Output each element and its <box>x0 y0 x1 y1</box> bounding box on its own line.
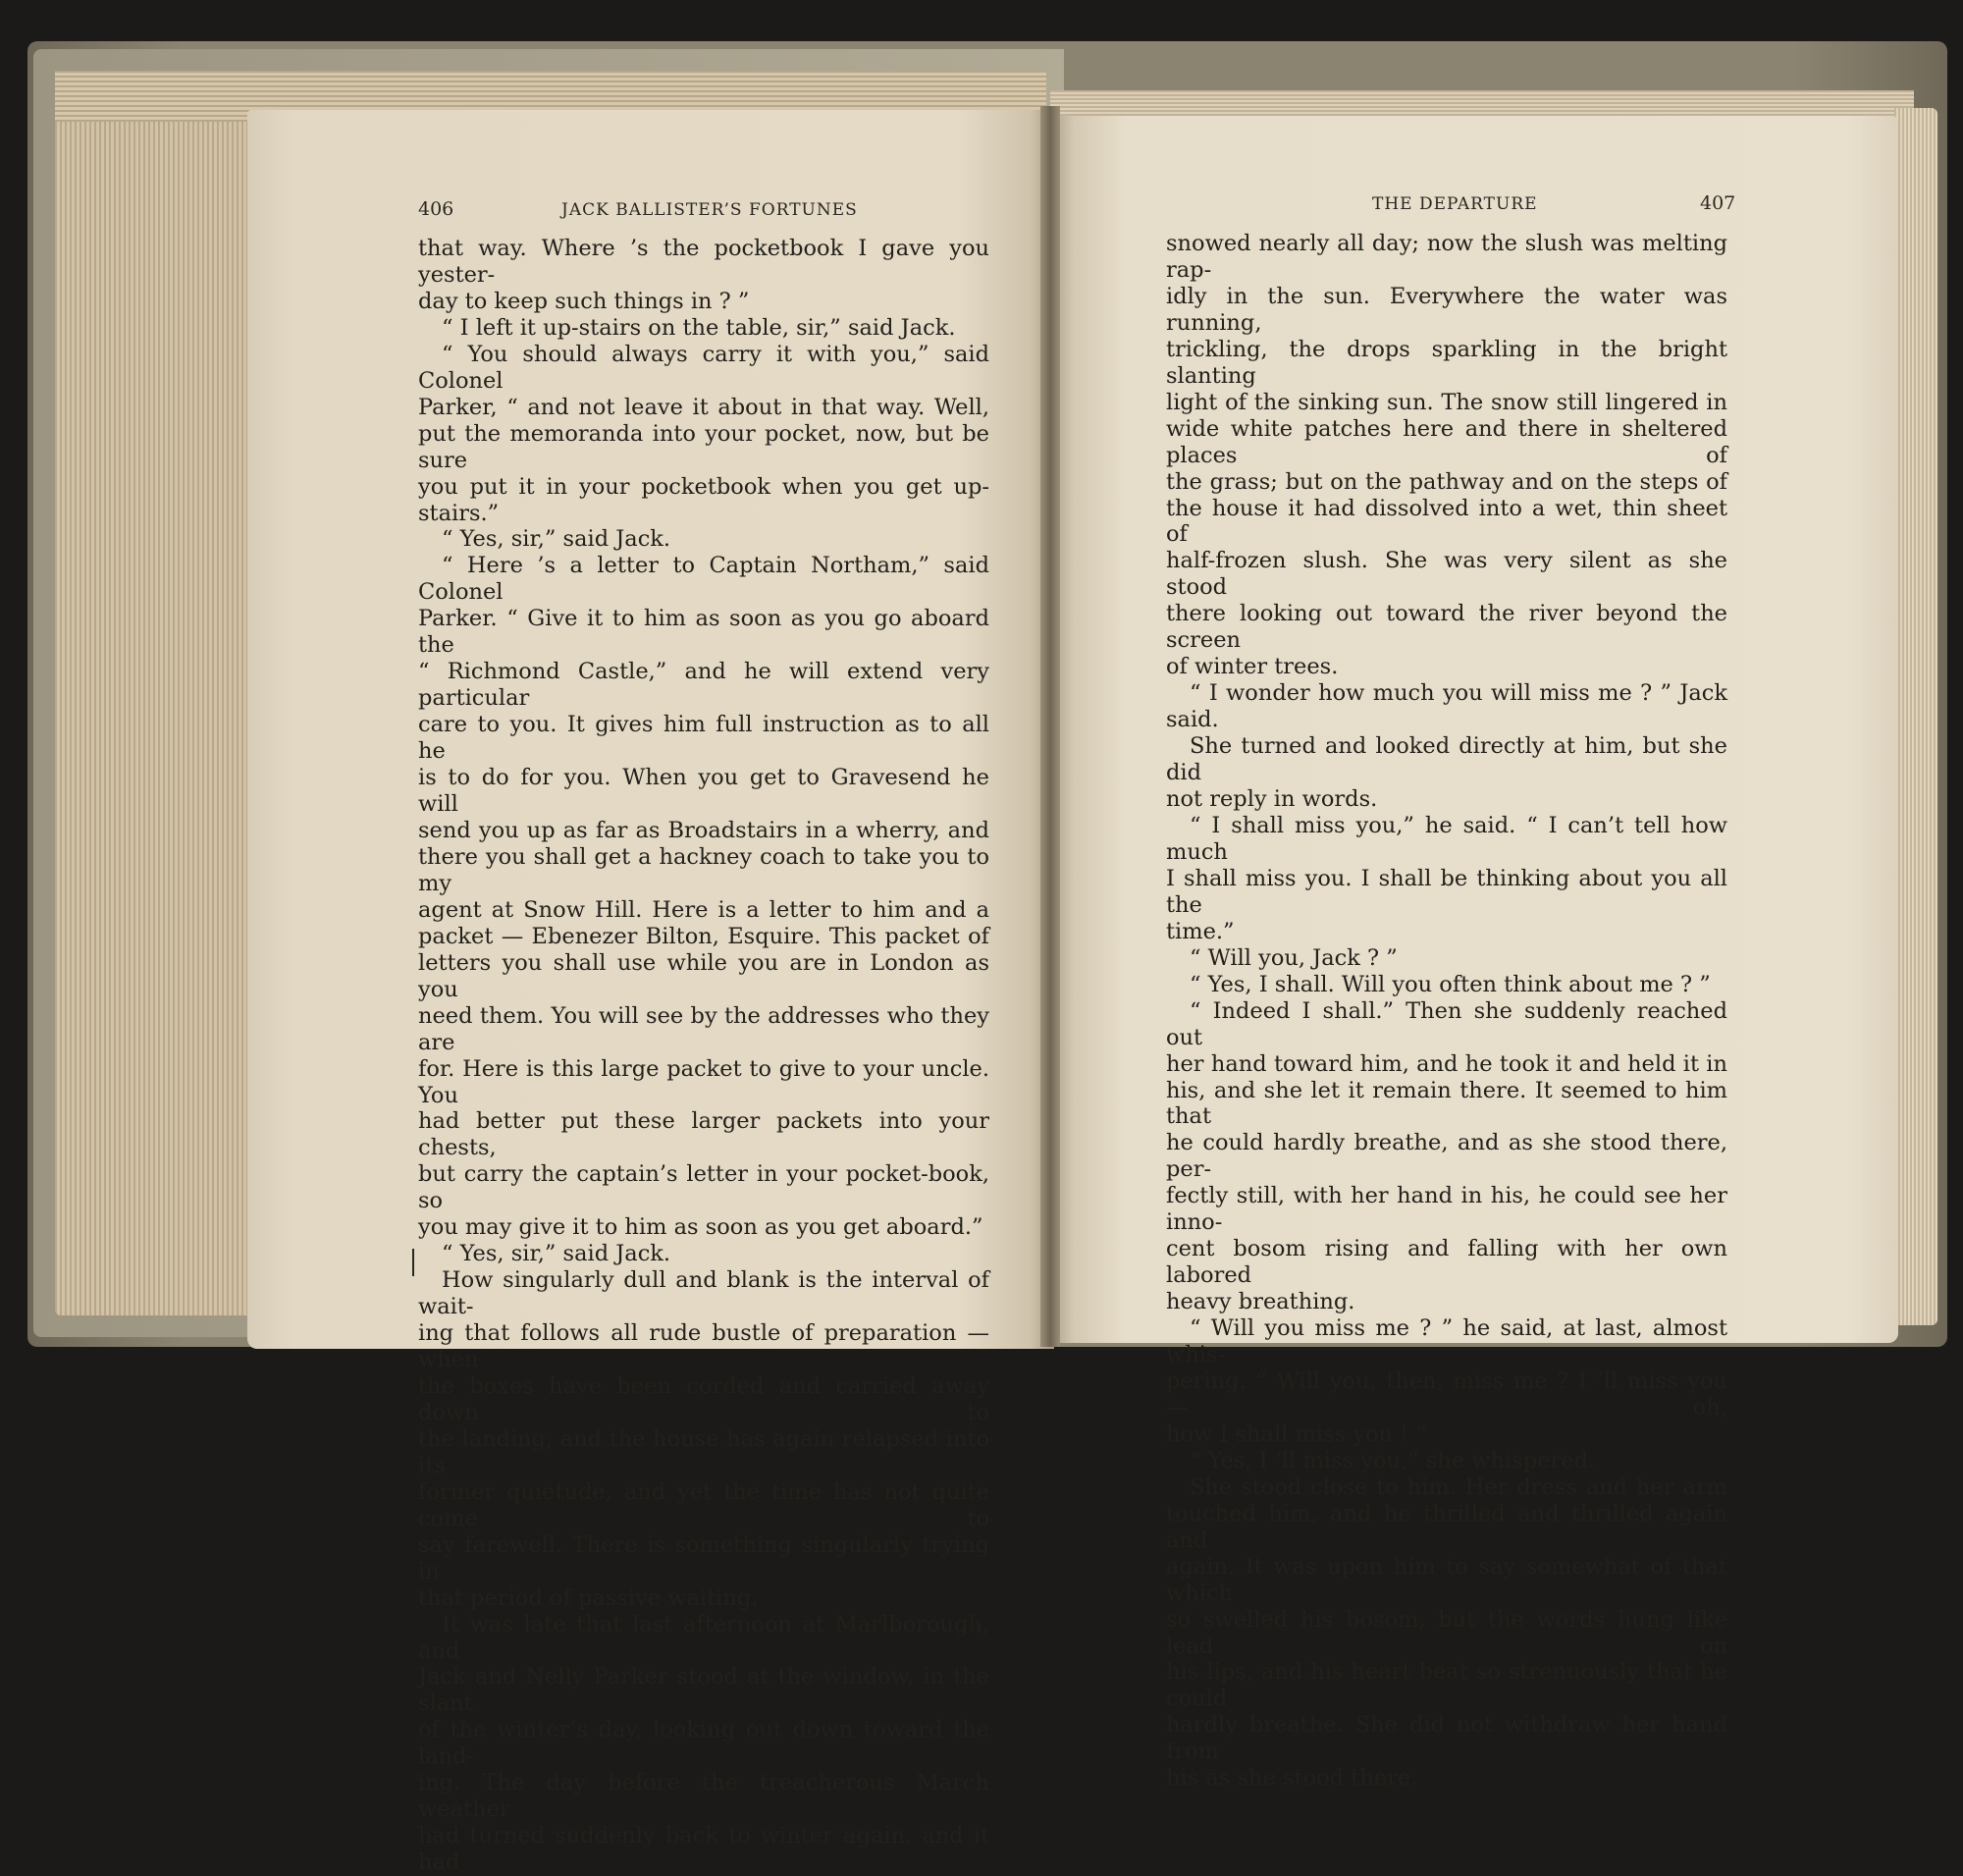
text-line: trickling, the drops sparkling in the bright slanting <box>1166 336 1727 389</box>
text-line: “ Here ’s a letter to Captain Northam,” said Colonel <box>418 553 989 606</box>
text-line: put the memoranda into your pocket, now, but be sure <box>418 420 989 473</box>
text-line: his, and she let it remain there. It seemed to him that <box>1166 1077 1727 1130</box>
text-line: you may give it to him as soon as you get aboard.” <box>418 1214 983 1241</box>
text-line: former quietude, and yet the time has not quite come to <box>418 1478 989 1531</box>
text-line: had turned suddenly back to winter again, and it had <box>418 1823 989 1876</box>
text-line: How singularly dull and blank is the interval of wait- <box>418 1267 989 1320</box>
left-running-head: JACK BALLISTER’S FORTUNES <box>561 200 858 220</box>
text-line: his lips, and his heart beat so strenuously that he could <box>1166 1659 1727 1712</box>
text-line: he could hardly breathe, and as she stood there, per- <box>1166 1130 1727 1183</box>
text-line: her hand toward him, and he took it and held it in <box>1166 1050 1727 1077</box>
text-line: Parker, “ and not leave it about in that way. Well, <box>418 394 989 420</box>
text-line: It was late that last afternoon at Marlborough, and <box>418 1611 989 1664</box>
text-line: the house it had dissolved into a wet, thin sheet of <box>1166 495 1727 548</box>
text-line: had better put these larger packets into your chests, <box>418 1108 989 1161</box>
text-line: care to you. It gives him full instruction as to all he <box>418 712 989 765</box>
text-line: fectly still, with her hand in his, he could see her inno- <box>1166 1183 1727 1236</box>
text-line: “ Will you, Jack ? ” <box>1190 944 1398 971</box>
text-line: that way. Where ’s the pocketbook I gave you yester- <box>418 236 989 288</box>
text-line: of the winter’s day, looking out down toward the land- <box>418 1717 989 1770</box>
text-line: “ Indeed I shall.” Then she suddenly reached out <box>1166 997 1727 1050</box>
text-line: Jack and Nelly Parker stood at the window, in the slant <box>418 1664 989 1717</box>
text-line: “ You should always carry it with you,” said Colonel <box>418 341 989 394</box>
text-line: there looking out toward the river beyond the screen <box>1166 601 1727 654</box>
text-line: She stood close to him. Her dress and her arm <box>1190 1474 1727 1500</box>
text-line: pering. “ Will you, then, miss me ? I ’ll miss you — oh, <box>1166 1367 1727 1420</box>
text-line: the grass; but on the pathway and on the steps of <box>1166 468 1727 495</box>
text-line: the landing, and the house has again relapsed into its <box>418 1425 989 1478</box>
text-line: agent at Snow Hill. Here is a letter to him and a <box>418 896 989 923</box>
text-line: time.” <box>1166 918 1235 944</box>
text-line: you put it in your pocketbook when you get up-stairs.” <box>418 473 989 526</box>
text-line: again. It was upon him to say somewhat of that which <box>1166 1553 1727 1606</box>
text-line: wide white patches here and there in sheltered places of <box>1166 415 1727 468</box>
printer-mark <box>412 1249 414 1276</box>
text-line: heavy breathing. <box>1166 1289 1355 1315</box>
text-line: of winter trees. <box>1166 654 1339 680</box>
text-line: ing that follows all rude bustle of preparation — when <box>418 1320 989 1373</box>
text-line: hardly breathe. She did not withdraw her hand from <box>1166 1712 1727 1765</box>
right-running-head: THE DEPARTURE <box>1372 194 1538 214</box>
text-line: “ Yes, sir,” said Jack. <box>442 526 671 553</box>
text-line: but carry the captain’s letter in your pocket-book, so <box>418 1161 989 1214</box>
right-page-number: 407 <box>1700 192 1736 214</box>
right-page <box>1048 116 1898 1792</box>
text-line: his as she stood there. <box>1166 1765 1418 1792</box>
left-page <box>247 110 1054 1876</box>
text-line: letters you shall use while you are in London as you <box>418 949 989 1002</box>
right-page-edges <box>1894 108 1937 1325</box>
text-line: half-frozen slush. She was very silent as she stood <box>1166 548 1727 601</box>
text-line: I shall miss you. I shall be thinking about you all the <box>1166 865 1727 918</box>
text-line: “ Yes, sir,” said Jack. <box>442 1241 671 1267</box>
text-line: She turned and looked directly at him, but she did <box>1166 733 1727 786</box>
text-line: “ I left it up-stairs on the table, sir,” said Jack. <box>442 314 956 341</box>
text-line: Parker. “ Give it to him as soon as you go aboard the <box>418 606 989 659</box>
text-line: how I shall miss you ! ” <box>1166 1420 1427 1447</box>
text-line: “ Yes, I ’ll miss you,” she whispered. <box>1190 1447 1596 1474</box>
left-page-text <box>418 236 989 1876</box>
text-line: cent bosom rising and falling with her own labored <box>1166 1236 1727 1289</box>
text-line: touched him, and he thrilled and thrilled again and <box>1166 1500 1727 1553</box>
text-line: so swelled his bosom, but the words hung like lead on <box>1166 1606 1727 1659</box>
text-line: “ Richmond Castle,” and he will extend very particular <box>418 659 989 712</box>
text-line: “ I shall miss you,” he said. “ I can’t tell how much <box>1166 812 1727 865</box>
text-line: idly in the sun. Everywhere the water was running, <box>1166 283 1727 336</box>
text-line: say farewell. There is something singularly trying in <box>418 1531 989 1584</box>
text-line: that period of passive waiting. <box>418 1584 759 1611</box>
text-line: “ Yes, I shall. Will you often think about me ? ” <box>1190 971 1711 997</box>
right-page-text <box>1166 231 1727 1792</box>
text-line: need them. You will see by the addresses who they are <box>418 1002 989 1055</box>
text-line: day to keep such things in ? ” <box>418 288 750 314</box>
text-line: packet — Ebenezer Bilton, Esquire. This packet of <box>418 923 989 949</box>
book-gutter <box>1040 106 1060 1347</box>
text-line: light of the sinking sun. The snow still lingered in <box>1166 389 1727 415</box>
text-line: is to do for you. When you get to Gravesend he will <box>418 765 989 818</box>
left-page-number: 406 <box>418 198 454 220</box>
text-line: the boxes have been corded and carried away down to <box>418 1372 989 1425</box>
left-page-edges <box>55 71 251 1315</box>
text-line: there you shall get a hackney coach to take you to my <box>418 843 989 896</box>
text-line: not reply in words. <box>1166 786 1378 813</box>
text-line: for. Here is this large packet to give to your uncle. You <box>418 1055 989 1108</box>
text-line: “ Will you miss me ? ” he said, at last, almost whis- <box>1166 1315 1727 1368</box>
text-line: “ I wonder how much you will miss me ? ” Jack said. <box>1166 680 1727 733</box>
text-line: ing. The day before the treacherous March weather <box>418 1770 989 1823</box>
text-line: send you up as far as Broadstairs in a wherry, and <box>418 817 989 843</box>
text-line: snowed nearly all day; now the slush was melting rap- <box>1166 231 1727 283</box>
